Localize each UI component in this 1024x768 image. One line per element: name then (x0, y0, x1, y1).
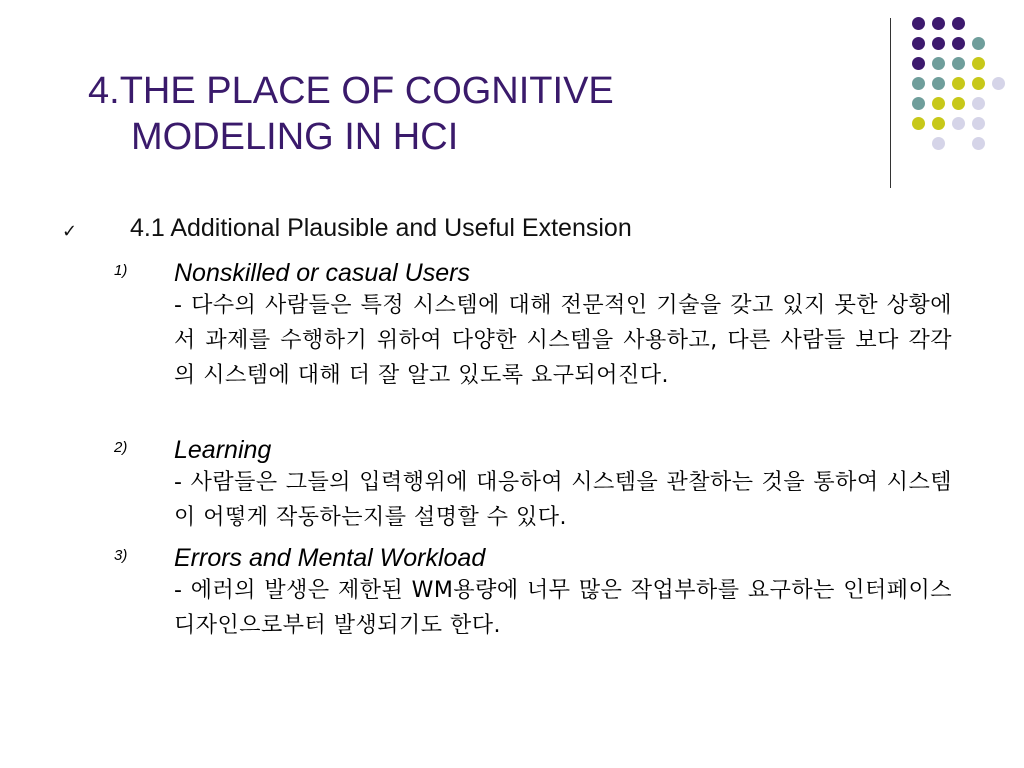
checkmark-icon: ✓ (62, 221, 78, 242)
list-item-number: 2) (114, 439, 128, 456)
decorative-dot (912, 17, 925, 30)
vertical-divider (890, 18, 891, 188)
list-item-title: Errors and Mental Workload (174, 544, 486, 572)
decorative-dot (932, 117, 945, 130)
list-item-body: - 다수의 사람들은 특정 시스템에 대해 전문적인 기술을 갖고 있지 못한 상황에서 과제를 수행하기 위하여 다양한 시스템을 사용하고, 다른 사람들 보다 각각의 시스템에 대해 더 잘 알고 있도록 요구되어진다. (174, 293, 952, 388)
list-item (114, 435, 954, 535)
title-line-1: 4.THE PLACE OF COGNITIVE (88, 70, 614, 112)
decorative-dot (952, 37, 965, 50)
list-item-body: - 에러의 발생은 제한된 WM용량에 너무 많은 작업부하를 요구하는 인터페이스 디자인으로부터 발생되기도 한다. (174, 578, 952, 638)
title-line-2: MODELING IN HCI (131, 116, 459, 158)
decorative-dot (912, 117, 925, 130)
decorative-dot (932, 97, 945, 110)
decorative-dot (912, 37, 925, 50)
list-item (114, 258, 954, 393)
decorative-dot (912, 97, 925, 110)
decorative-dot (932, 37, 945, 50)
decorative-dot (912, 77, 925, 90)
decorative-dot (972, 77, 985, 90)
list-item-number: 1) (114, 262, 128, 279)
list-item-title: Learning (174, 436, 272, 464)
list-item-body: - 사람들은 그들의 입력행위에 대응하여 시스템을 관찰하는 것을 통하여 시스템이 어떻게 작동하는지를 설명할 수 있다. (174, 470, 952, 530)
list-item-number: 3) (114, 547, 128, 564)
decorative-dot (932, 137, 945, 150)
list-item-title: Nonskilled or casual Users (174, 259, 470, 287)
decorative-dot (932, 57, 945, 70)
decorative-dot (972, 37, 985, 50)
decorative-dot (932, 17, 945, 30)
decorative-dot (952, 117, 965, 130)
decorative-dot (952, 17, 965, 30)
decorative-dot (972, 97, 985, 110)
slide-title (88, 68, 788, 160)
decorative-dot (972, 57, 985, 70)
decorative-dot (952, 97, 965, 110)
decorative-dot (992, 77, 1005, 90)
decorative-dot (952, 57, 965, 70)
decorative-dot (932, 77, 945, 90)
list-item (114, 543, 954, 643)
decorative-dot (972, 137, 985, 150)
section-heading: 4.1 Additional Plausible and Useful Extension (130, 214, 632, 242)
decorative-dot (952, 77, 965, 90)
decorative-dot (912, 57, 925, 70)
decorative-dot (972, 117, 985, 130)
